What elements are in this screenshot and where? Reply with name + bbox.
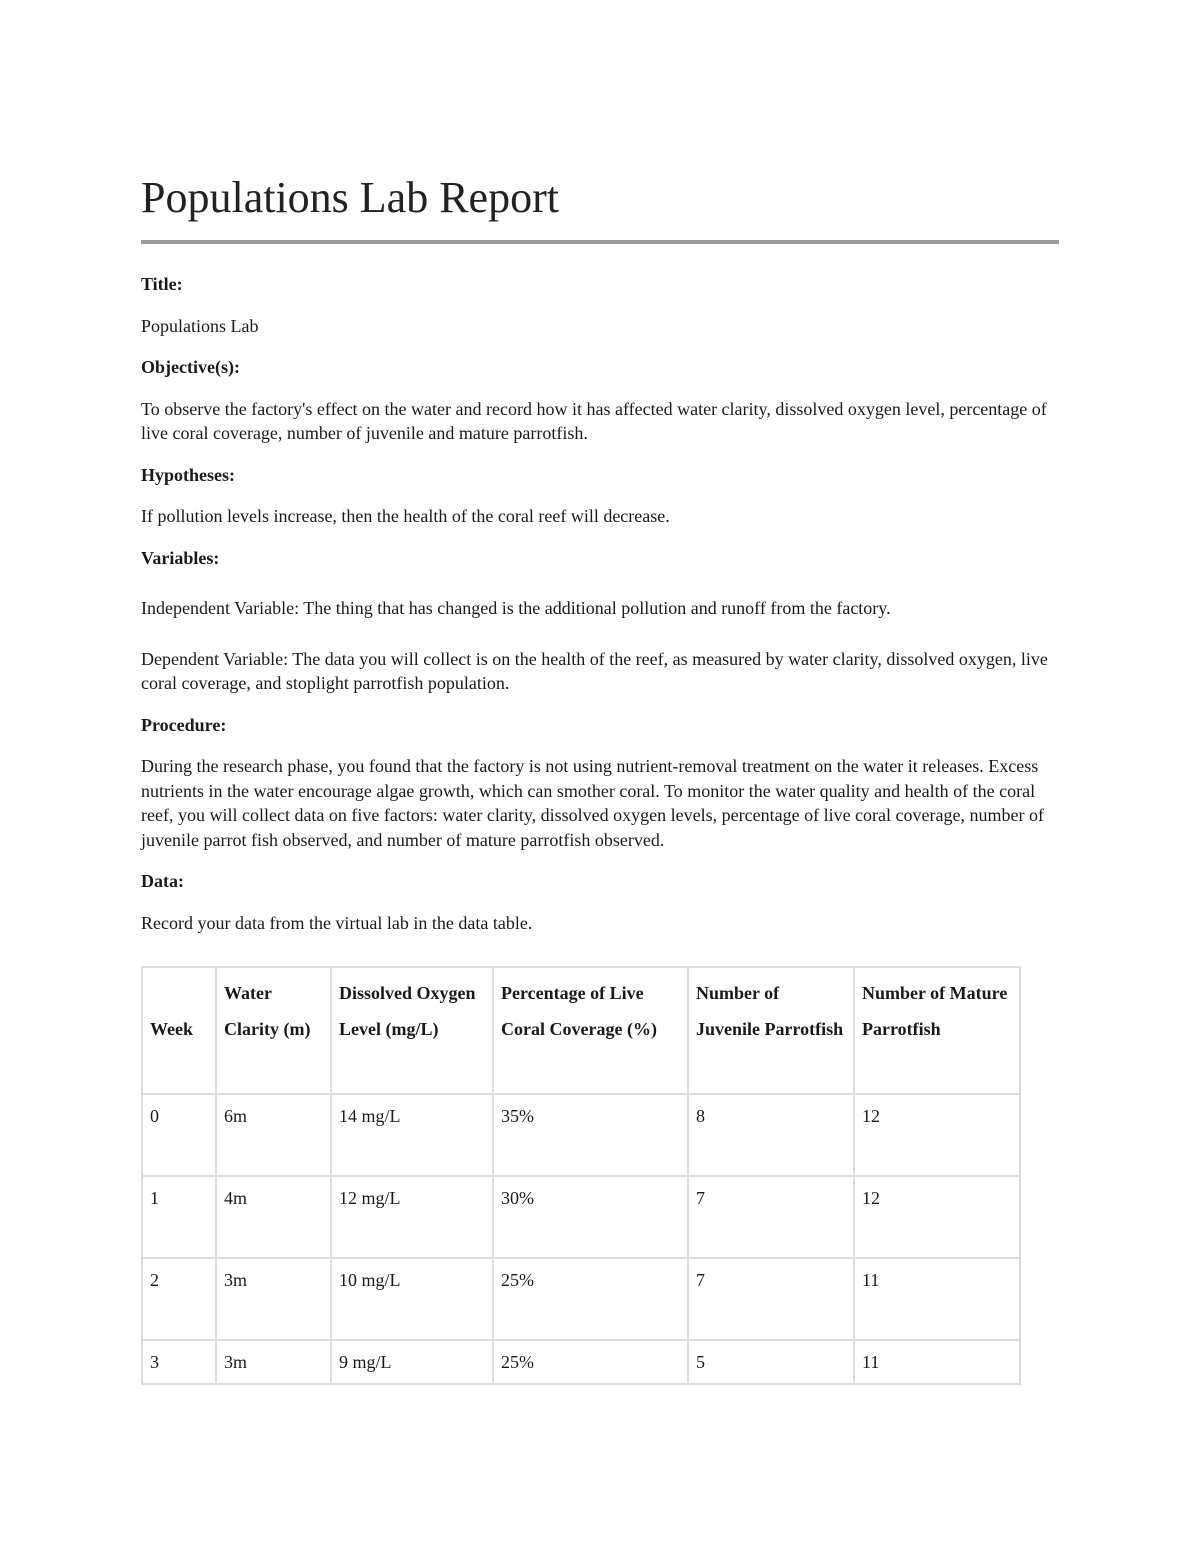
title-divider (141, 240, 1059, 244)
table-row (142, 1094, 1020, 1176)
title-heading: Title: (141, 274, 183, 294)
dependent-variable-text: Dependent Variable: The data you will collect is on the health of the reef, as measured by water clarity, dissolved oxygen, live coral coverage, and stoplight parrotfish population. (141, 648, 1048, 693)
table-cell: 12 (854, 1094, 1020, 1176)
variables-heading: Variables: (141, 547, 220, 568)
header-week: Week (142, 967, 216, 1094)
objective-text: To observe the factory's effect on the water and record how it has affected water clarity, dissolved oxygen level, percentage of live coral coverage, number of juvenile and mature parrotfish. (141, 398, 1047, 443)
table-cell: 35% (493, 1094, 688, 1176)
table-cell: 0 (142, 1094, 216, 1176)
title-text: Populations Lab (141, 315, 259, 336)
table-cell: 2 (142, 1258, 216, 1340)
table-cell: 25% (493, 1258, 688, 1340)
table-cell: 3m (216, 1340, 331, 1384)
table-cell: 3 (142, 1340, 216, 1384)
hypotheses-text: If pollution levels increase, then the health of the coral reef will decrease. (141, 506, 670, 526)
table-cell: 25% (493, 1340, 688, 1384)
header-dissolved-oxygen: Dissolved Oxygen Level (mg/L) (331, 967, 493, 1094)
table-cell: 11 (854, 1340, 1020, 1384)
table-cell: 30% (493, 1176, 688, 1258)
table-cell: 7 (688, 1258, 854, 1340)
header-juvenile-parrotfish: Number of Juvenile Parrotfish (688, 967, 854, 1094)
hypotheses-heading: Hypotheses: (141, 464, 235, 485)
table-cell: 4m (216, 1176, 331, 1258)
page-title: Populations Lab Report (141, 173, 559, 222)
table-cell: 5 (688, 1340, 854, 1384)
table-cell: 10 mg/L (331, 1258, 493, 1340)
procedure-text: During the research phase, you found that the factory is not using nutrient-removal treatment on the water it releases. Excess nutrients in the water encourage algae growth, which can smother coral. To monitor the water quality and health of the coral reef, you will collect data on five factors: water clarity, dissolved oxygen levels, percentage of live coral coverage, number of juvenile parrot fish observed, and number of mature parrotfish observed. (141, 756, 1044, 850)
header-water-clarity: Water Clarity (m) (216, 967, 331, 1094)
header-live-coral: Percentage of Live Coral Coverage (%) (493, 967, 688, 1094)
table-cell: 7 (688, 1176, 854, 1258)
data-text: Record your data from the virtual lab in the data table. (141, 912, 533, 933)
objective-heading: Objective(s): (141, 357, 240, 377)
data-table (141, 966, 1021, 1385)
table-cell: 1 (142, 1176, 216, 1258)
report-body (141, 272, 1059, 935)
table-row (142, 1258, 1020, 1340)
table-row (142, 1340, 1020, 1384)
table-cell: 3m (216, 1258, 331, 1340)
procedure-heading: Procedure: (141, 714, 227, 735)
header-mature-parrotfish: Number of Mature Parrotfish (854, 967, 1020, 1094)
table-cell: 9 mg/L (331, 1340, 493, 1384)
table-cell: 12 mg/L (331, 1176, 493, 1258)
table-header-row (142, 967, 1020, 1094)
table-row (142, 1176, 1020, 1258)
independent-variable-text: Independent Variable: The thing that has changed is the additional pollution and runoff from the factory. (141, 598, 891, 618)
table-cell: 8 (688, 1094, 854, 1176)
table-cell: 14 mg/L (331, 1094, 493, 1176)
table-cell: 12 (854, 1176, 1020, 1258)
data-heading: Data: (141, 871, 184, 891)
table-cell: 6m (216, 1094, 331, 1176)
table-cell: 11 (854, 1258, 1020, 1340)
